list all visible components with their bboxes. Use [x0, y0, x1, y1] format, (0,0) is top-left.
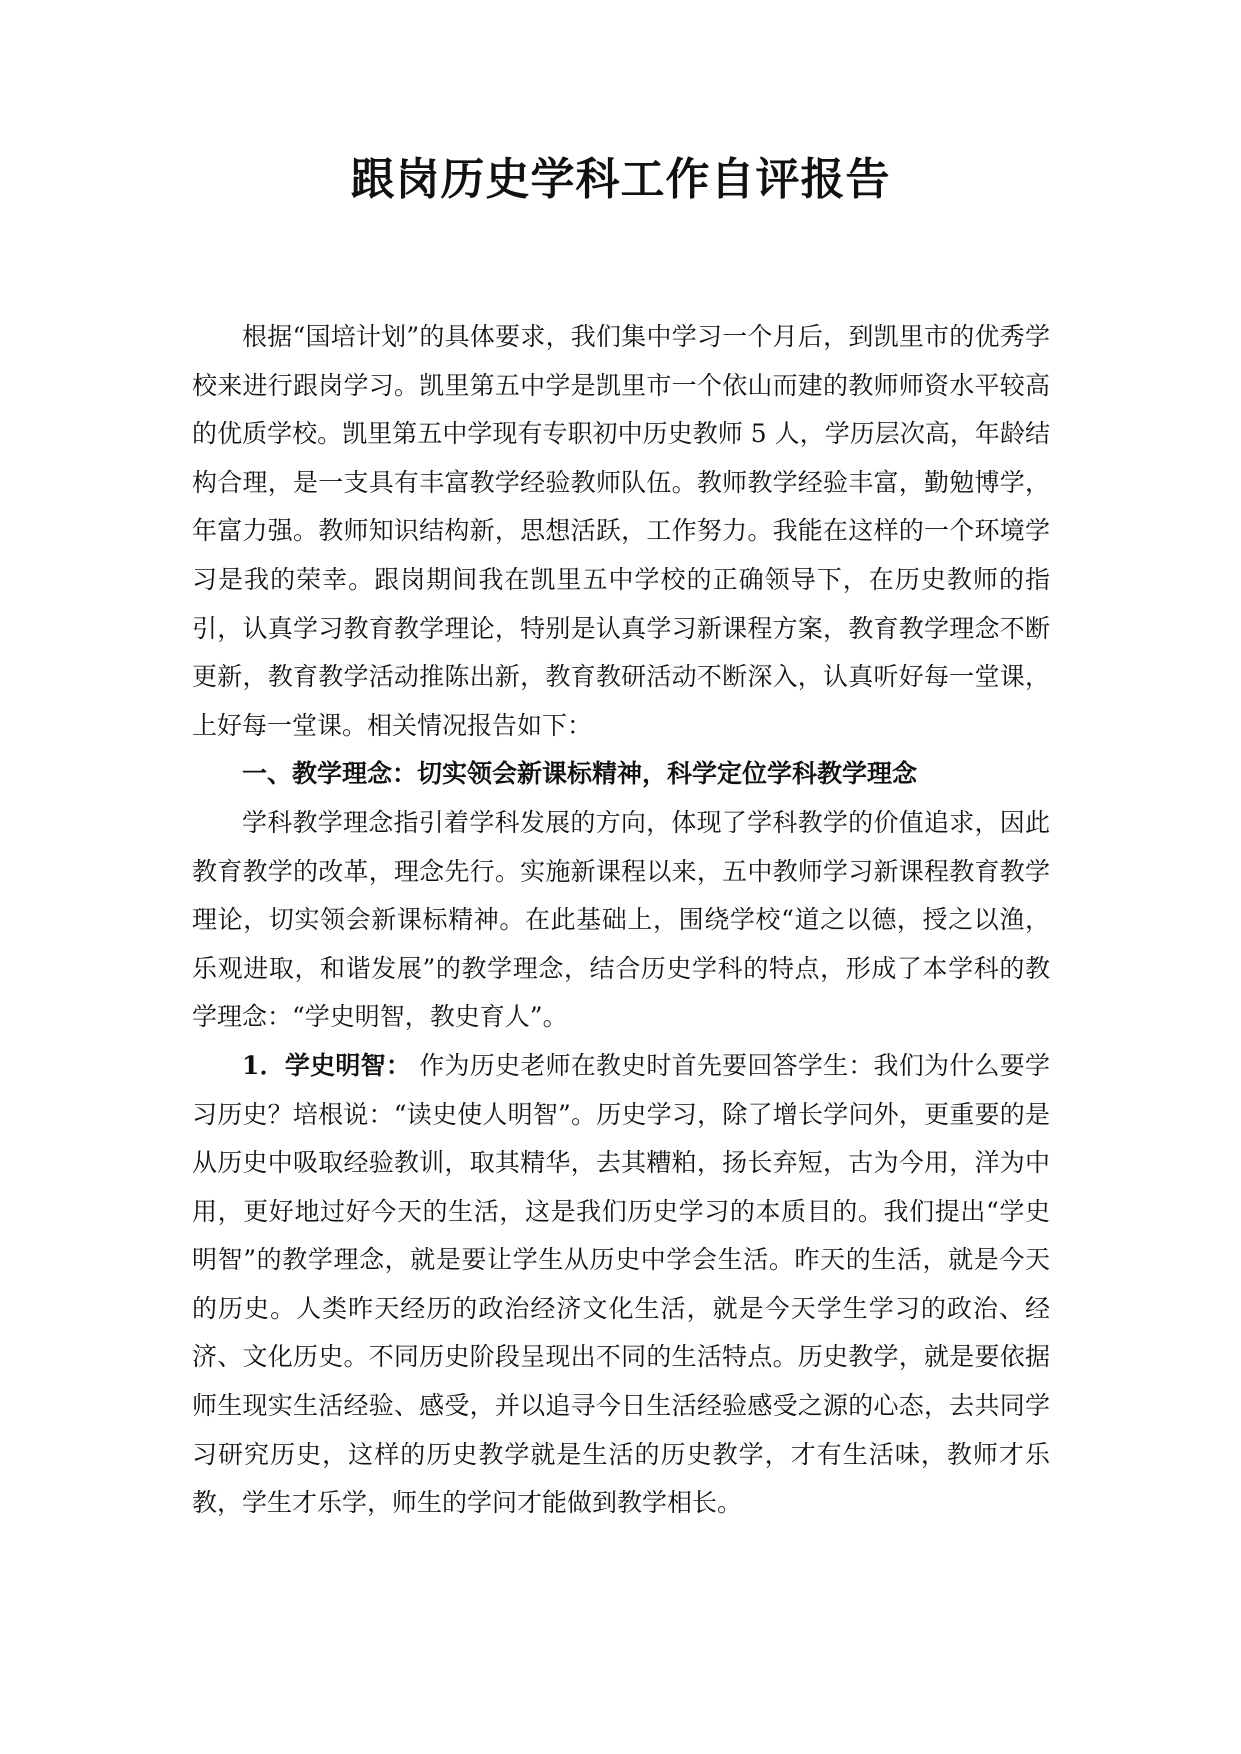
intro-paragraph: 根据“国培计划”的具体要求，我们集中学习一个月后，到凯里市的优秀学校来进行跟岗学习。凯里第五中学是凯里市一个依山而建的教师师资水平较高的优质学校。凯里第五中学现有专职初中历史教师 5 人，学历层次高，年龄结构合理，是一支具有丰富教学经验教师队伍。教师教学经验丰富，勤勉博学，年富力强。教师知识结构新，思想活跃，工作努力。我能在这样的一个环境学习是我的荣幸。跟岗期间我在凯里五中学校的正确领导下，在历史教师的指引，认真学习教育教学理论，特别是认真学习新课程方案，教育教学理念不断更新，教育教学活动推陈出新，教育教研活动不断深入，认真听好每一堂课，上好每一堂课。相关情况报告如下：: [192, 322, 1050, 740]
point-body: 作为历史老师在教史时首先要回答学生：我们为什么要学习历史？培根说：“读史使人明智”。历史学习，除了增长学问外，更重要的是从历史中吸取经验教训，取其精华，去其糟粕，扬长弃短，古为今用，洋为中用，更好地过好今天的生活，这是我们历史学习的本质目的。我们提出“学史明智”的教学理念，就是要让学生从历史中学会生活。昨天的生活，就是今天的历史。人类昨天经历的政治经济文化生活，就是今天学生学习的政治、经济、文化历史。不同历史阶段呈现出不同的生活特点。历史教学，就是要依据师生现实生活经验、感受，并以追寻今日生活经验感受之源的心态，去共同学习研究历史，这样的历史教学就是生活的历史教学，才有生活味，教师才乐教，学生才乐学，师生的学问才能做到教学相长。: [192, 1050, 1050, 1518]
point-lead: 1．学史明智：: [242, 1050, 412, 1080]
section-paragraph: 学科教学理念指引着学科发展的方向，体现了学科教学的价值追求，因此教育教学的改革，理念先行。实施新课程以来，五中教师学习新课程教育教学理论，切实领会新课标精神。在此基础上，围绕学校“道之以德，授之以渔，乐观进取，和谐发展”的教学理念，结合历史学科的特点，形成了本学科的教学理念：“学史明智，教史育人”。: [192, 807, 1050, 1032]
section-heading: 一、教学理念：切实领会新课标精神，科学定位学科教学理念: [242, 759, 918, 789]
point-paragraph: [192, 1042, 1050, 1528]
document-body: [192, 313, 1050, 1528]
page-title: 跟岗历史学科工作自评报告: [350, 154, 891, 205]
